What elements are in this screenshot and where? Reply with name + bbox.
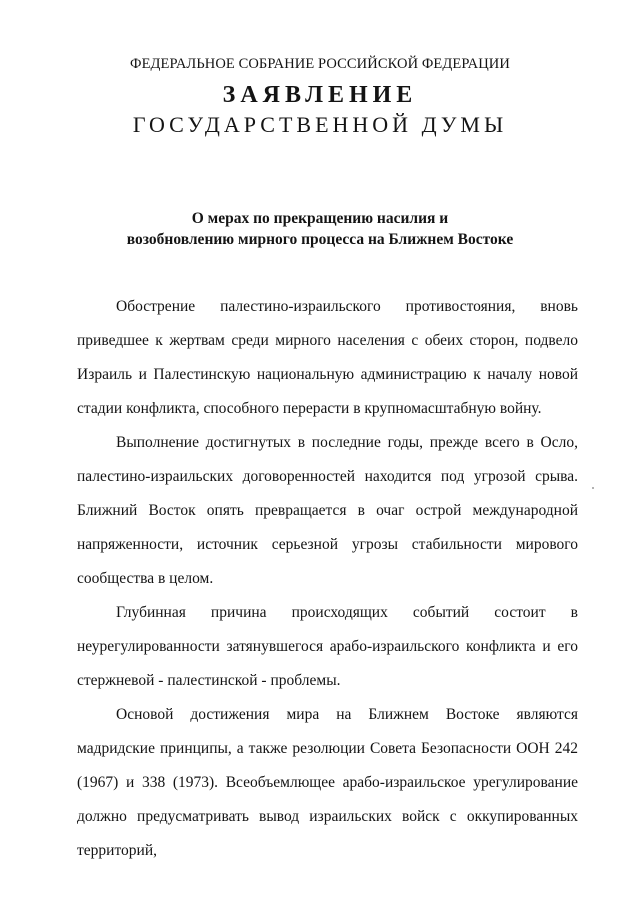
scan-speck: [592, 487, 594, 489]
document-subject: [0, 208, 640, 250]
body-paragraph-2: Выполнение достигнутых в последние годы, прежде всего в Осло, палестино-израильских договоренностей находится под угрозой срыва. Ближний Восток опять превращается в очаг острой международной напряженности, источник серьезной угрозы стабильности мирового сообщества в целом.: [77, 434, 578, 587]
organization-header: ФЕДЕРАЛЬНОЕ СОБРАНИЕ РОССИЙСКОЙ ФЕДЕРАЦИИ: [130, 56, 510, 72]
document-issuer-title: ГОСУДАРСТВЕННОЙ ДУМЫ: [132, 112, 508, 137]
document-body: [77, 290, 578, 868]
document-type-title: ЗАЯВЛЕНИЕ: [222, 82, 418, 108]
body-paragraph-4: Основой достижения мира на Ближнем Востоке являются мадридские принципы, а также резолюции Совета Безопасности ООН 242 (1967) и 338 (1973). Всеобъемлющее арабо-израильское урегулирование должно предусматривать вывод израильских войск с оккупированных территорий,: [77, 706, 578, 859]
body-paragraph-1: Обострение палестино-израильского противостояния, вновь приведшее к жертвам среди мирного населения с обеих сторон, подвело Израиль и Палестинскую национальную администрацию к началу новой стадии конфликта, способного перерасти в крупномасштабную войну.: [77, 298, 578, 417]
subject-line-1: О мерах по прекращению насилия и: [191, 210, 449, 227]
body-paragraph-3: Глубинная причина происходящих событий состоит в неурегулированности затянувшегося арабо-израильского конфликта и его стержневой - палестинской - проблемы.: [77, 604, 578, 689]
subject-line-2: возобновлению мирного процесса на Ближнем Востоке: [126, 231, 514, 248]
